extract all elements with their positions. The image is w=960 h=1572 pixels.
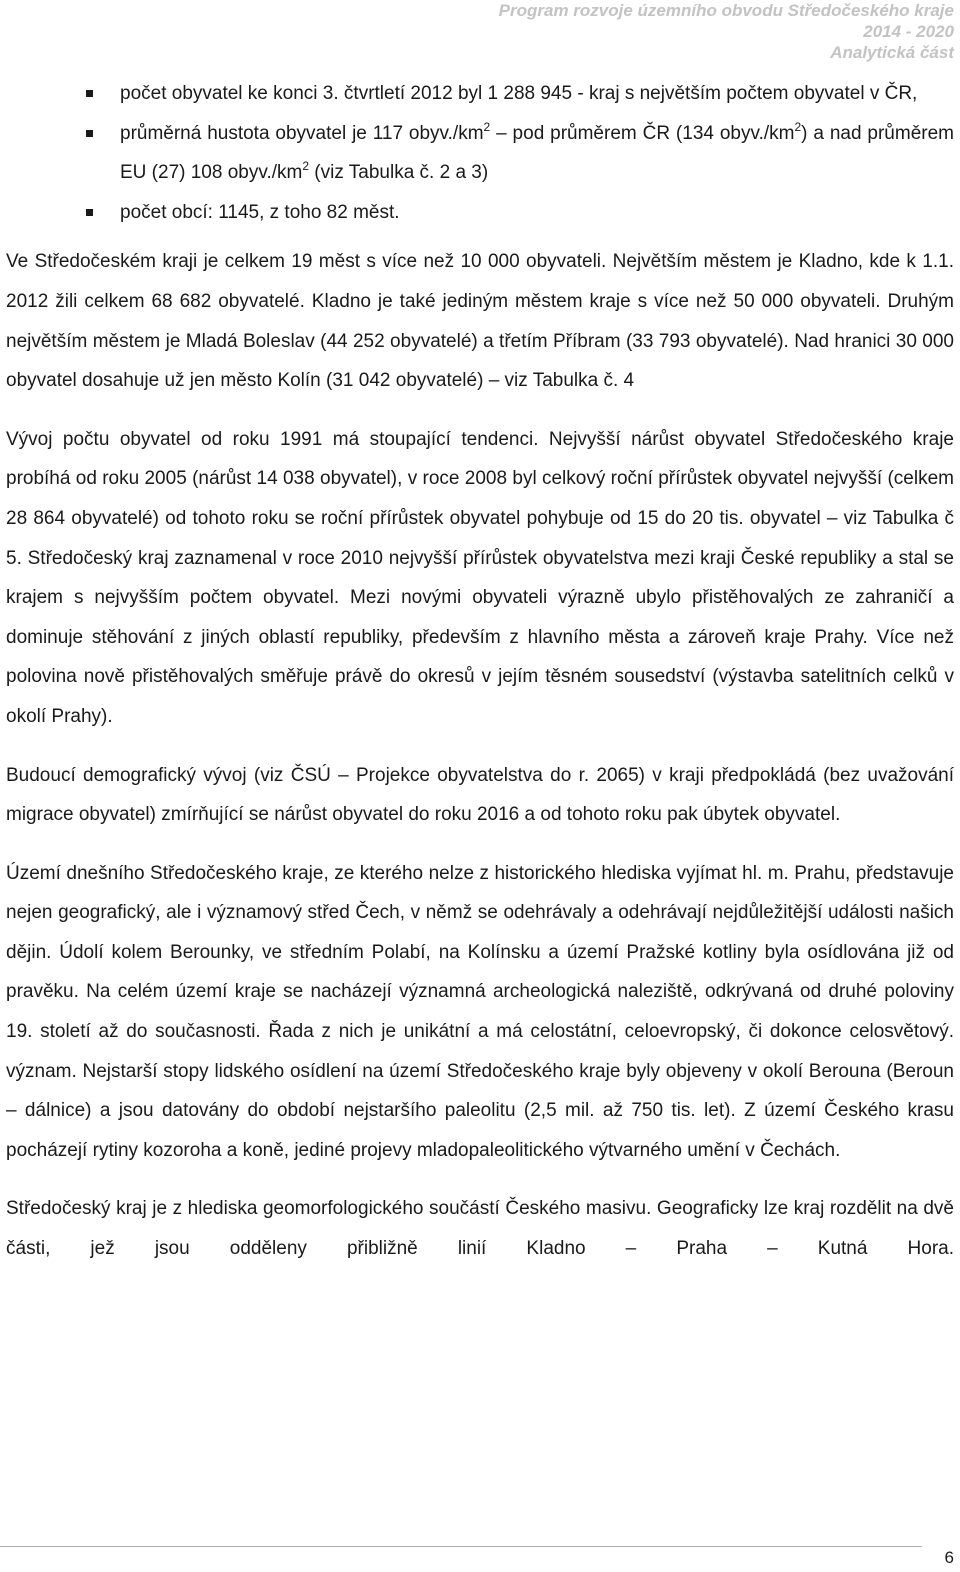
list-item <box>6 114 954 193</box>
bullet-text: počet obyvatel ke konci 3. čtvrtletí 2012 byl 1 288 945 - kraj s největším počtem obyvatel v ČR, <box>120 83 918 104</box>
square-bullet-icon <box>86 90 93 97</box>
paragraph-population-trend: Vývoj počtu obyvatel od roku 1991 má stoupající tendenci. Nejvyšší nárůst obyvatel Středočeského kraje probíhá od roku 2005 (nárůst 14 038 obyvatel), v roce 2008 byl celkový roční přírůstek obyvatel nejvyšší (celkem 28 864 obyvatelé) od tohoto roku se roční přírůstek obyvatel pohybuje od 15 do 20 tis. obyvatel – viz Tabulka č 5. Středočeský kraj zaznamenal v roce 2010 nejvyšší přírůstek obyvatelstva mezi kraji České republiky a stal se krajem s nejvyšším počtem obyvatel. Mezi novými obyvateli výrazně ubylo přistěhovalých ze zahraničí a dominuje stěhování z jiných oblastí republiky, především z hlavního města a zároveň kraje Prahy. Více než polovina nově přistěhovalých směřuje právě do okresů v jejím těsném sousedství (výstavba satelitních celků v okolí Prahy). <box>6 428 954 727</box>
superscript: 2 <box>794 119 802 134</box>
bullet-text-part: průměrná hustota obyvatel je 117 obyv./km <box>120 122 484 144</box>
square-bullet-icon <box>86 209 93 216</box>
paragraph-cities: Ve Středočeském kraji je celkem 19 měst s více než 10 000 obyvateli. Největším městem je Kladno, kde k 1.1. 2012 žili celkem 68 682 obyvatelé. Kladno je také jediným městem kraje s více než 50 000 obyvateli. Druhým největším městem je Mladá Boleslav (44 252 obyvatelé) a třetím Příbram (33 793 obyvatelé). Nad hranici 30 000 obyvatel dosahuje už jen město Kolín (31 042 obyvatelé) – viz Tabulka č. 4 <box>6 251 954 392</box>
paragraph-geomorphology: Středočeský kraj je z hlediska geomorfologického součástí Českého masivu. Geograficky lze kraj rozdělit na dvě části, jež jsou odděleny přibližně linií Kladno – Praha – Kutná Hora. <box>6 1198 954 1260</box>
bullet-text-part: (viz Tabulka č. 2 a 3) <box>309 162 489 184</box>
bullet-list <box>6 74 954 232</box>
document-header <box>499 0 954 63</box>
bullet-text: počet obcí: 1145, z toho 82 měst. <box>120 201 400 223</box>
page-number: 6 <box>944 1548 954 1567</box>
bullet-text-part: ) a nad průměrem EU (27) 108 obyv./km <box>120 122 954 184</box>
bullet-text-part: – pod průměrem ČR (134 obyv./km <box>490 122 795 144</box>
header-period: 2014 - 2020 <box>863 22 954 41</box>
header-program-title: Program rozvoje územního obvodu Středočeského kraje <box>498 1 954 20</box>
paragraph-history: Území dnešního Středočeského kraje, ze kterého nelze z historického hlediska vyjímat hl. m. Prahu, představuje nejen geografický, ale i významový střed Čech, v němž se odehrávaly a odehrávají nejdůležitější události našich dějin. Údolí kolem Berounky, ve středním Polabí, na Kolínsku a území Pražské kotliny byla osídlována již od pravěku. Na celém území kraje se nacházejí významná archeologická naleziště, odkrývaná od druhé poloviny 19. století až do současnosti. Řada z nich je unikátní a má celostátní, celoevropský, či dokonce celosvětový. význam. Nejstarší stopy lidského osídlení na území Středočeského kraje byly objeveny v okolí Berouna (Beroun – dálnice) a jsou datovány do období nejstaršího paleolitu (2,5 mil. až 750 tis. let). Z území Českého krasu pocházejí rytiny kozoroha a koně, jediné projevy mladopaleolitického výtvarného umění v Čechách. <box>6 862 954 1161</box>
superscript: 2 <box>483 119 491 134</box>
square-bullet-icon <box>86 130 93 137</box>
superscript: 2 <box>302 159 310 174</box>
footer-divider <box>0 1546 922 1547</box>
paragraph-demographic-forecast: Budoucí demografický vývoj (viz ČSÚ – Projekce obyvatelstva do r. 2065) v kraji předpokládá (bez uvažování migrace obyvatel) zmírňující se nárůst obyvatel do roku 2016 a od tohoto roku pak úbytek obyvatel. <box>6 764 954 826</box>
header-section: Analytická část <box>830 43 954 62</box>
list-item <box>6 74 954 114</box>
document-body <box>6 74 954 1269</box>
list-item <box>6 193 954 233</box>
